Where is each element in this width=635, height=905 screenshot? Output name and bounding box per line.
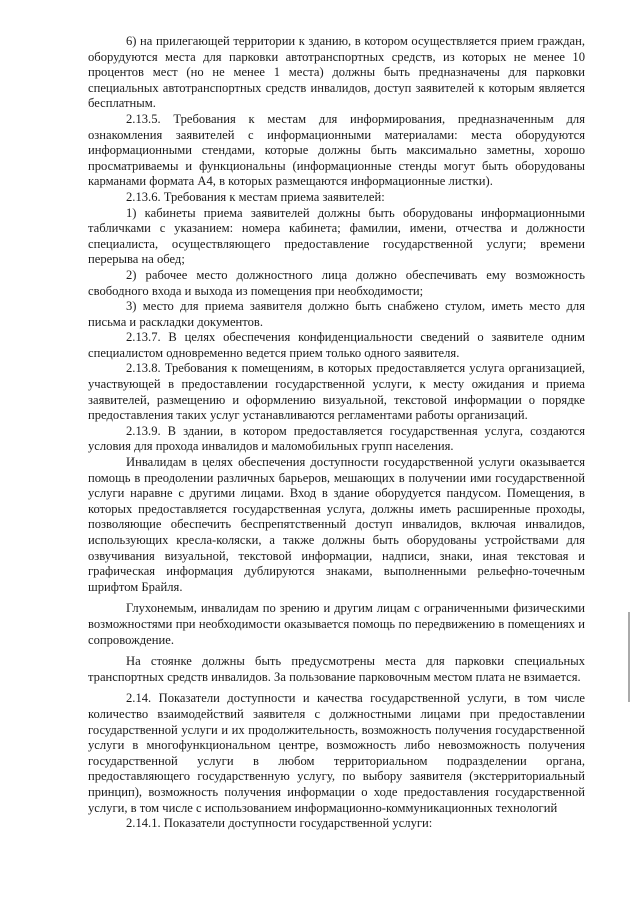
paragraph-2-14-1: 2.14.1. Показатели доступности государственной услуги:: [126, 816, 433, 831]
paragraph-2-14: 2.14. Показатели доступности и качества государственной услуги, в том числе количество взаимодействий заявителя с должностными лицами при предоставлении государственной услуги и их продолжительность, возможность получения государственной услуги в многофункциональном центре, возможность либо невозможность получения государственной услуги в любом территориальном подразделении органа, предоставляющего государственную услугу, по выбору заявителя (экстерриториальный принцип), возможность получения информации о ходе предоставления государственной услуги, в том числе с использованием информационно-коммуникационных технологий: [88, 691, 585, 815]
paragraph-parking: 6) на прилегающей территории к зданию, в котором осуществляется прием граждан, оборудуются места для парковки автотранспортных средств, из которых не менее 10 процентов мест (но не менее 1 места) должны быть предназначены для парковки специальных автотранспортных средств инвалидов, доступ заявителей к которым является бесплатным.: [88, 34, 585, 111]
paragraph-2-13-8: 2.13.8. Требования к помещениям, в которых предоставляется услуга организацией, участвующей в предоставлении государственной услуги, к месту ожидания и приема заявителей, размещению и оформлению визуальной, текстовой информации о порядке предоставления таких услуг устанавливаются регламентами работы организаций.: [88, 361, 585, 423]
paragraph-2-13-9: 2.13.9. В здании, в котором предоставляется государственная услуга, создаются условия для прохода инвалидов и маломобильных групп населения.: [88, 423, 585, 454]
paragraph-deaf-blind: Глухонемым, инвалидам по зрению и другим лицам с ограниченными физическими возможностями при необходимости оказывается помощь по передвижению в помещениях и сопровождение.: [88, 601, 585, 647]
paragraph-2-13-7: 2.13.7. В целях обеспечения конфиденциальности сведений о заявителе одним специалистом одновременно ведется прием только одного заявителя.: [88, 330, 585, 360]
paragraph-parking-lot: На стоянке должны быть предусмотрены места для парковки специальных транспортных средств инвалидов. За пользование парковочным местом плата не взимается.: [88, 654, 585, 684]
paragraph-item-2: 2) рабочее место должностного лица должно обеспечивать ему возможность свободного входа и выхода из помещения при необходимости;: [88, 267, 585, 298]
paragraph-2-13-5: 2.13.5. Требования к местам для информирования, предназначенным для ознакомления заявителей с информационными материалами: места оборудуются информационными стендами, которые должны быть максимально заметны, хорошо просматриваемы и функциональны (информационные стенды могут быть оборудованы карманами формата А4, в которых размещаются информационные листки).: [88, 111, 585, 189]
scan-edge-mark: [628, 612, 630, 702]
paragraph-2-13-6: 2.13.6. Требования к местам приема заявителей:: [126, 189, 385, 204]
paragraph-disabled-access: Инвалидам в целях обеспечения доступности государственной услуги оказывается помощь в преодолении различных барьеров, мешающих в получении ими государственной услуги наравне с другими лицами. Вход в здание оборудуется пандусом. Помещения, в которых предоставляется государственная услуга, должны иметь расширенные проходы, позволяющие обеспечить беспрепятственный доступ инвалидов, включая инвалидов, использующих кресла-коляски, а также должны быть оборудованы устройствами для озвучивания визуальной, текстовой информации, надписи, знаки, иная текстовая и графическая информация дублируются знаками, выполненными рельефно-точечным шрифтом Брайля.: [88, 455, 585, 594]
document-body: [88, 34, 585, 832]
paragraph-item-3: 3) место для приема заявителя должно быть снабжено стулом, иметь место для письма и раскладки документов.: [88, 299, 585, 329]
paragraph-item-1: 1) кабинеты приема заявителей должны быть оборудованы информационными табличками с указанием: номера кабинета; фамилии, имени, отчества и должности специалиста, осуществляющего предоставление государственной услуги; времени перерыва на обед;: [88, 205, 585, 267]
